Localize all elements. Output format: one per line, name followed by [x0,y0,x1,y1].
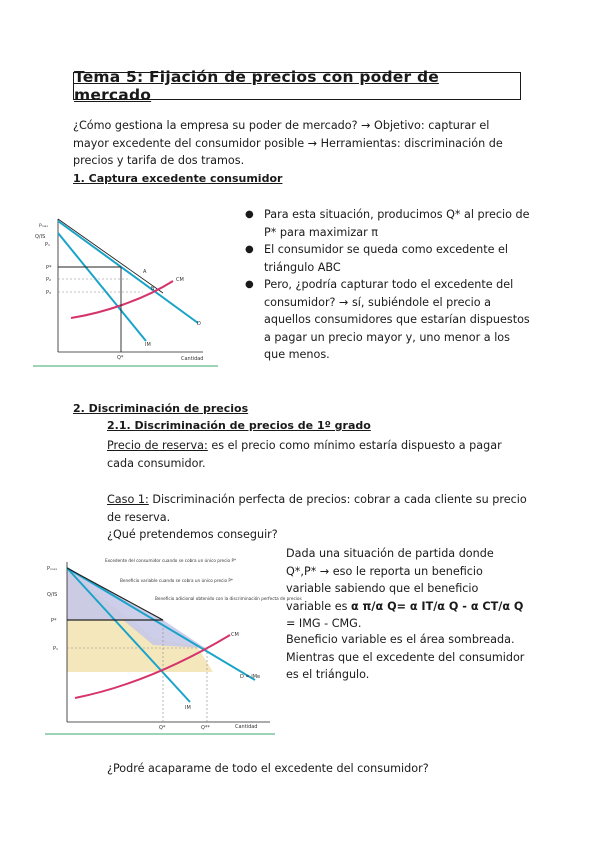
case-definition: Discriminación perfecta de precios: cobrar a cada cliente su precio de reserva. [107,493,527,524]
g2-ylabel-pstar: P* [51,618,57,624]
g1-ylabel-p1: P₁ [45,242,51,248]
g2-xlabel-cantidad: Cantidad [235,724,258,730]
title-box [73,68,521,104]
page-title: Tema 5: Fijación de precios con poder de mercado [74,68,439,104]
perfect-discrimination-graph [45,550,302,740]
g1-label-b: B [151,286,155,292]
g1-ylabel-p2: P₂ [46,277,52,283]
bullet-item: ● Para esta situación, producimos Q* al precio de P* para maximizar π [245,208,530,239]
reserve-price-paragraph [107,437,527,472]
formula: α π/α Q= α IT/α Q - α CT/α Q [350,599,524,613]
bullet-item: ● Pero, ¿podría capturar todo el excedente del consumidor? → sí, subiéndole el precio a aquellos consumidores que estarían dispuestos a pagar un precio mayor y, uno menor a los que menos. [245,278,530,361]
g1-ylabel-pstar: P* [46,265,52,271]
g2-annotation-surplus: Excedente del consumidor cuando se cobra un único precio P* [105,558,237,563]
g2-annotation-additional-profit: Beneficio adicional obtenido con la discriminación perfecta de precios [155,596,302,601]
g2-label-cm: CM [231,632,239,638]
reserve-definition: es el precio como mínimo estaría dispuesto a pagar cada consumidor. [107,439,502,470]
g2-xlabel-qstar: Q* [159,725,166,731]
case1-paragraph [107,491,527,526]
g2-label-demand: D = IMe [240,674,261,680]
section1-heading: 1. Captura excedente consumidor [73,172,283,185]
final-question: ¿Podré acaparame de todo el excedente del consumidor? [107,762,429,775]
g1-label-im: IM [145,342,151,348]
intro-paragraph: ¿Cómo gestiona la empresa su poder de mercado? → Objetivo: capturar el mayor excedente del consumidor posible → Herramientas: discriminación de precios y tarifa de dos tramos. [73,119,503,167]
g2-label-im: IM [185,705,191,711]
g1-ylabel-pmax: Pₘₐₓ [39,224,49,229]
g2-ylabel-pmax: Pₘₐₓ [47,566,58,572]
g2-xlabel-qstarstar: Q** [201,725,210,731]
case-term: Caso 1: [107,493,149,506]
g1-label-d: D [197,321,201,327]
g1-xlabel-cantidad: Cantidad [181,356,204,362]
g2-annotation-variable-profit: Beneficio variable cuando se cobra un único precio P* [120,578,234,583]
g2-ylabel-p1: P₁ [53,646,59,652]
section2-heading: 2. Discriminación de precios [73,402,249,415]
g1-ylabel-p3: P₃ [46,290,52,296]
goal-question: ¿Qué pretendemos conseguir? [107,528,278,541]
section2-subheading: 2.1. Discriminación de precios de 1º grado [107,419,371,432]
g1-label-a: A [143,269,147,275]
shaded-area-paragraph: Beneficio variable es el área sombreada. Mientras que el excedente del consumidor es el triángulo. [286,633,525,681]
reserve-term: Precio de reserva: [107,439,208,452]
g1-ylabel-qis: Q/IS [35,234,46,240]
g1-label-cm: CM [176,277,184,283]
section1-bullets [230,206,530,364]
surplus-graph [33,205,218,370]
bullet-item: ● El consumidor se queda como excedente el triángulo ABC [245,243,509,274]
g1-xlabel-qstar: Q* [117,355,124,361]
variable-profit-paragraph: Dada una situación de partida donde Q*,P* → eso le reporta un beneficio variable sabiendo que el beneficio variable es α π/α Q= α IT/α Q - α CT/α Q = IMG - CMG. [286,547,524,630]
g2-ylabel-qis: Q/IS [47,592,58,598]
